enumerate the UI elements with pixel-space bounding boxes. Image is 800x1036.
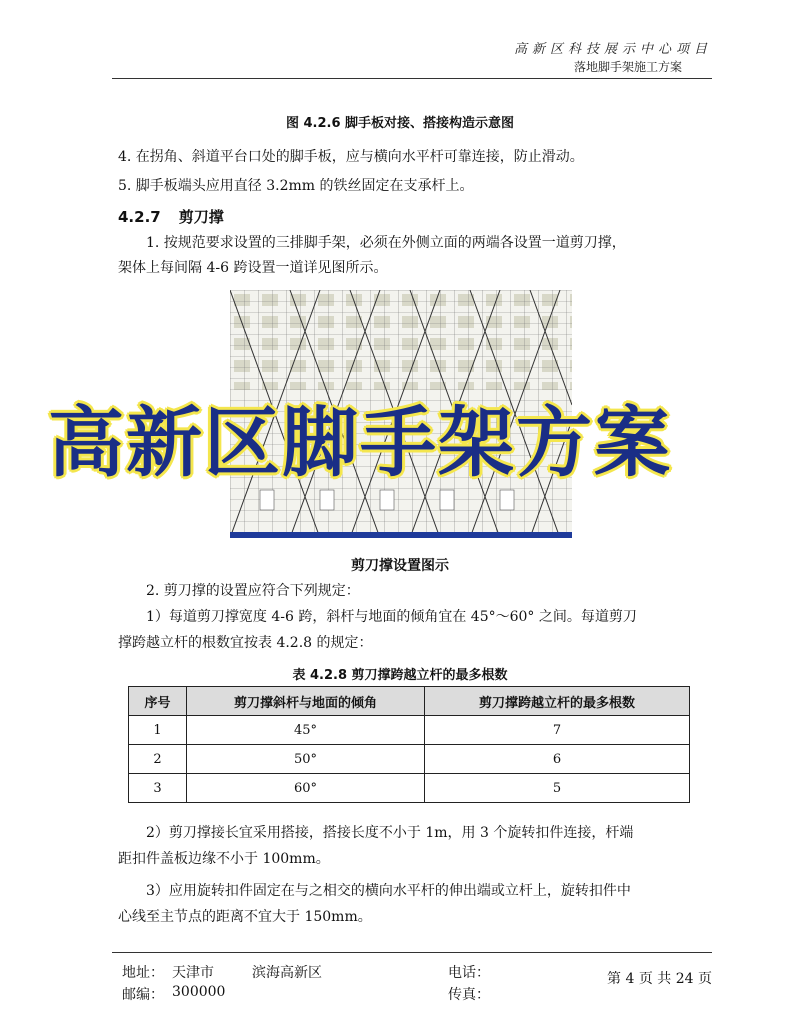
section-title: 剪刀撑 [178, 208, 224, 226]
header-subtitle: 落地脚手架施工方案 [573, 60, 682, 74]
footer-fax-label: 传真： [448, 987, 490, 1003]
para-5-line-2: 心线至主节点的距离不宜大于 150mm。 [118, 909, 372, 925]
para-5-line-1: 3）应用旋转扣件固定在与之相交的横向水平杆的伸出端或立杆上，旋转扣件中 [146, 883, 631, 899]
table-header-cell: 序号 [129, 687, 187, 716]
header-divider [112, 78, 712, 79]
section-heading [118, 206, 242, 227]
footer-divider [112, 952, 712, 953]
table-caption: 表 4.2.8 剪刀撑跨越立杆的最多根数 [292, 668, 508, 683]
figure-caption: 图 4.2.6 脚手板对接、搭接构造示意图 [285, 116, 515, 131]
footer-zip-label: 邮编： [122, 987, 164, 1003]
table-cell: 3 [129, 774, 187, 803]
para-3-line-2: 撑跨越立杆的根数宜按表 4.2.8 的规定： [118, 635, 373, 651]
watermark-overlay-title: 高新区脚手架方案 [48, 398, 672, 487]
image-caption: 剪刀撑设置图示 [351, 558, 449, 574]
table-cell: 1 [129, 716, 187, 745]
table-cell: 50° [187, 745, 425, 774]
footer-address-label: 地址： [122, 965, 164, 981]
table-header-cell: 剪刀撑斜杆与地面的倾角 [187, 687, 425, 716]
section-number: 4.2.7 [118, 208, 161, 226]
table-row [129, 745, 690, 774]
para-4-line-1: 2）剪刀撑接长宜采用搭接，搭接长度不小于 1m，用 3 个旋转扣件连接，杆端 [146, 825, 634, 841]
header-project-title: 高新区科技展示中心项目 [513, 42, 712, 57]
table-header-cell: 剪刀撑跨越立杆的最多根数 [425, 687, 690, 716]
footer-page-number: 第 4 页 共 24 页 [607, 971, 712, 987]
footer-phone-label: 电话： [448, 965, 490, 981]
item-4: 4. 在拐角、斜道平台口处的脚手板，应与横向水平杆可靠连接，防止滑动。 [118, 149, 584, 165]
item-5: 5. 脚手板端头应用直径 3.2mm 的铁丝固定在支承杆上。 [118, 178, 474, 194]
table-cell: 60° [187, 774, 425, 803]
table-row [129, 716, 690, 745]
table-row [129, 774, 690, 803]
section-para-line-2: 架体上每间隔 4-6 跨设置一道详见图所示。 [118, 260, 388, 276]
table-cell: 5 [425, 774, 690, 803]
table-cell: 2 [129, 745, 187, 774]
footer-zip: 300000 [172, 984, 226, 1000]
footer-address-city: 天津市 [172, 965, 214, 981]
para-3-line-1: 1）每道剪刀撑宽度 4-6 跨，斜杆与地面的倾角宜在 45°～60° 之间。每道剪刀 [146, 609, 637, 625]
spec-table [128, 686, 690, 803]
table-cell: 7 [425, 716, 690, 745]
para-2: 2. 剪刀撑的设置应符合下列规定： [146, 583, 360, 599]
table-header-row [129, 687, 690, 716]
footer-address-district: 滨海高新区 [252, 965, 322, 981]
section-para-line-1: 1. 按规范要求设置的三排脚手架，必须在外侧立面的两端各设置一道剪刀撑， [146, 235, 626, 251]
table-cell: 6 [425, 745, 690, 774]
table-cell: 45° [187, 716, 425, 745]
para-4-line-2: 距扣件盖板边缘不小于 100mm。 [118, 851, 330, 867]
